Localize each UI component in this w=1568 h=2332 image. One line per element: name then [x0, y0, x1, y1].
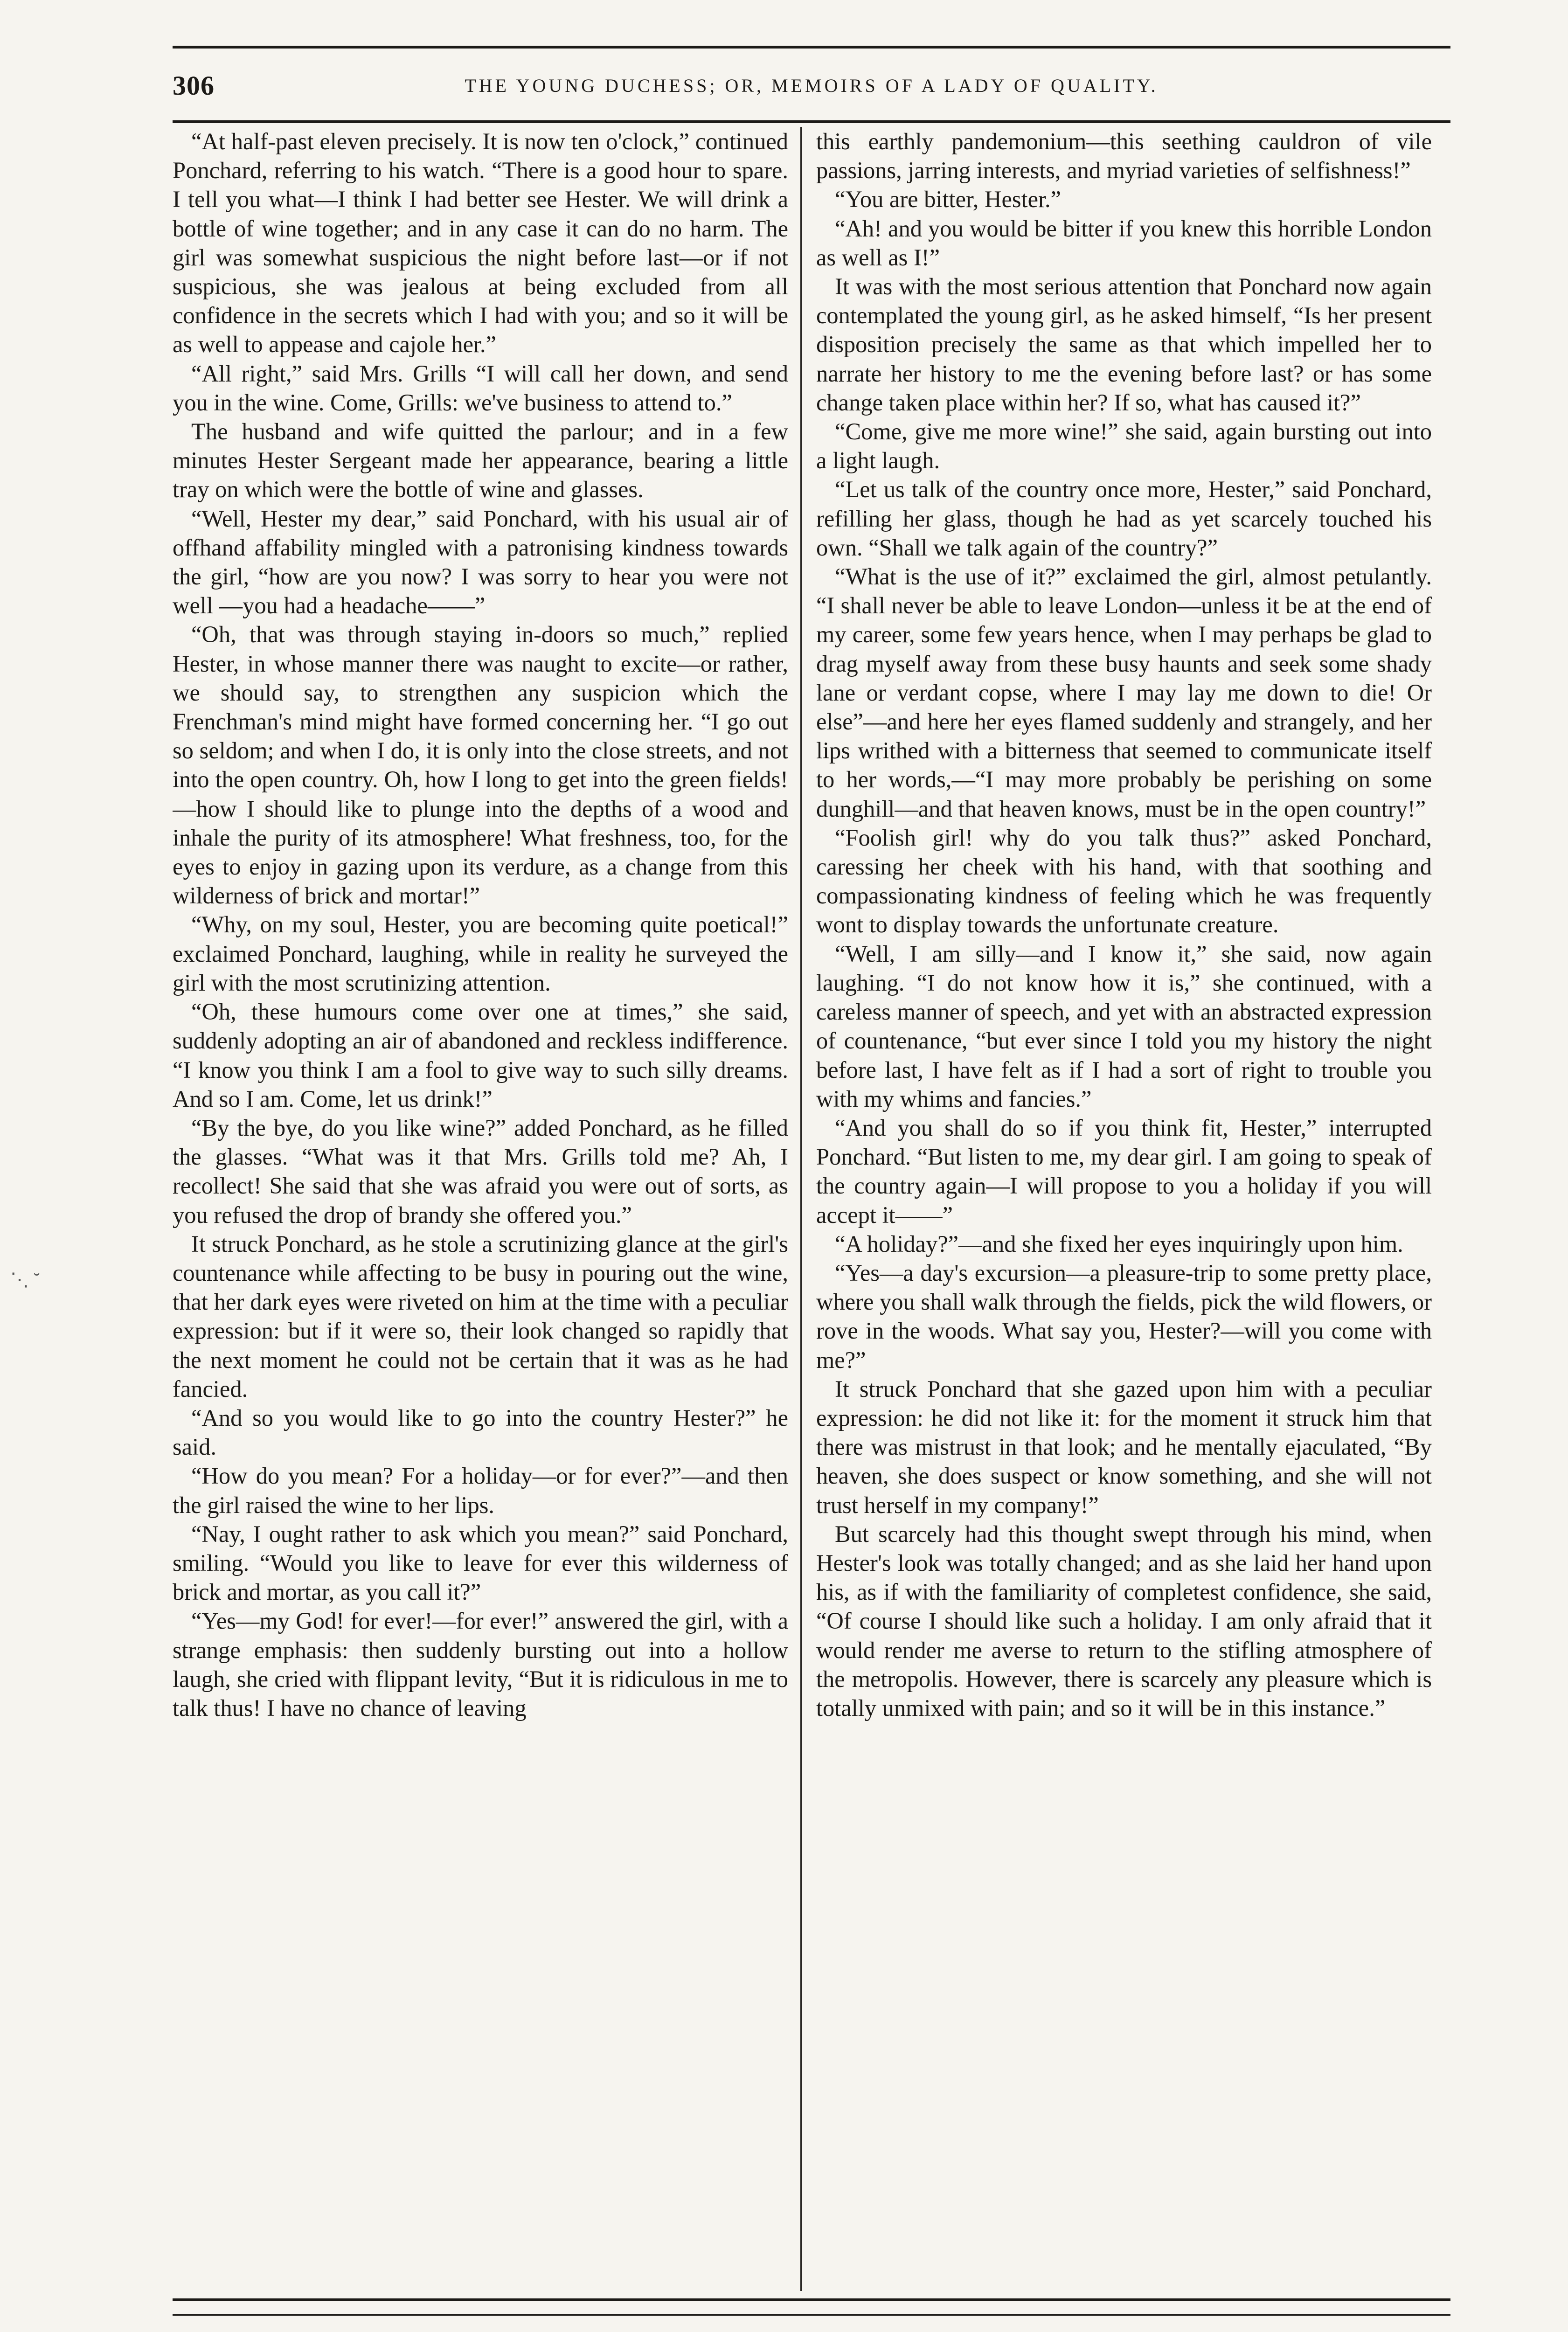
paragraph: The husband and wife quitted the parlour; and in a few minutes Hester Sergeant made her appearance, bearing a little tray on which were the bottle of wine and glasses.	[173, 418, 788, 503]
paragraph: “Let us talk of the country once more, Hester,” said Ponchard, refilling her glass, though he had as yet scarcely touched his own. “Shall we talk again of the country?”	[816, 476, 1432, 561]
paragraph: “Yes—a day's excursion—a pleasure-trip to some pretty place, where you shall walk through the fields, pick the wild flowers, or rove in the woods. What say you, Hester?—will you come with me?”	[816, 1259, 1432, 1373]
paragraph: “All right,” said Mrs. Grills “I will call her down, and send you in the wine. Come, Grills: we've business to attend to.”	[173, 360, 788, 416]
left-column	[173, 127, 788, 2286]
paragraph: “Foolish girl! why do you talk thus?” asked Ponchard, caressing her cheek with his hand, with that soothing and compassionating kindness of feeling which he was frequently wont to display towards the unfortunate creature.	[816, 824, 1432, 938]
paragraph: “And so you would like to go into the country Hester?” he said.	[173, 1404, 788, 1460]
paragraph: “Come, give me more wine!” she said, again bursting out into a light laugh.	[816, 418, 1432, 474]
top-rule	[173, 46, 1450, 49]
paragraph: “Oh, that was through staying in-doors so much,” replied Hester, in whose manner there was naught to excite—or rather, we should say, to strengthen any suspicion which the Frenchman's mind might have formed concerning her. “I go out so seldom; and when I do, it is only into the close streets, and not into the open country. Oh, how I long to get into the green fields!—how I should like to plunge into the depths of a wood and inhale the purity of its atmosphere! What freshness, too, for the eyes to enjoy in gazing upon its verdure, as a change from this wilderness of brick and mortar!”	[173, 621, 788, 909]
paragraph: It struck Ponchard that she gazed upon him with a peculiar expression: he did not like it: for the moment it struck him that there was mistrust in that look; and he mentally ejaculated, “By heaven, she does suspect or know something, and she will not trust herself in my company!”	[816, 1375, 1432, 1518]
page-number: 306	[173, 70, 215, 101]
paragraph: “Yes—my God! for ever!—for ever!” answered the girl, with a strange emphasis: then suddenly bursting out into a hollow laugh, she cried with flippant levity, “But it is ridiculous in me to talk thus! I have no chance of leaving	[173, 1608, 788, 1721]
paragraph: “A holiday?”—and she fixed her eyes inquiringly upon him.	[835, 1230, 1403, 1257]
bottom-rule	[173, 2298, 1450, 2301]
paragraph: “Nay, I ought rather to ask which you mean?” said Ponchard, smiling. “Would you like to leave for ever this wilderness of brick and mortar, as you call it?”	[173, 1520, 788, 1605]
paragraph: “Why, on my soul, Hester, you are becoming quite poetical!” exclaimed Ponchard, laughing, while in reality he surveyed the girl with the most scrutinizing attention.	[173, 911, 788, 996]
paragraph: “And you shall do so if you think fit, Hester,” interrupted Ponchard. “But listen to me, my dear girl. I am going to speak of the country again—I will propose to you a holiday if you will accept it——”	[816, 1114, 1432, 1228]
paragraph: “By the bye, do you like wine?” added Ponchard, as he filled the glasses. “What was it that Mrs. Grills told me? Ah, I recollect! She said that she was afraid you were out of sorts, as you refused the drop of brandy she offered you.”	[173, 1114, 788, 1228]
paragraph: this earthly pandemonium—this seething cauldron of vile passions, jarring interests, and myriad varieties of selfishness!”	[816, 128, 1432, 184]
margin-mark: ⋱ ˘	[10, 1269, 40, 1290]
running-title: THE YOUNG DUCHESS; OR, MEMOIRS OF A LADY OF QUALITY.	[465, 75, 1159, 96]
paragraph: “Ah! and you would be bitter if you knew this horrible London as well as I!”	[816, 215, 1432, 271]
paragraph: “Oh, these humours come over one at times,” she said, suddenly adopting an air of abandoned and reckless indifference. “I know you think I am a fool to give way to such silly dreams. And so I am. Come, let us drink!”	[173, 999, 788, 1112]
paragraph: It was with the most serious attention that Ponchard now again contemplated the young girl, as he asked himself, “Is her present disposition precisely the same as that which impelled her to narrate her history to me the evening before last? or has some change taken place within her? If so, what has caused it?”	[816, 273, 1432, 416]
paragraph: But scarcely had this thought swept through his mind, when Hester's look was totally changed; and as she laid her hand upon his, as if with the familiarity of completest confidence, she said, “Of course I should like such a holiday. I am only afraid that it would render me averse to return to the stifling atmosphere of the metropolis. However, there is scarcely any pleasure which is totally unmixed with pain; and so it will be in this instance.”	[816, 1520, 1432, 1721]
page-header	[173, 70, 1450, 112]
bottom-rule-thin	[173, 2314, 1450, 2316]
paragraph: “You are bitter, Hester.”	[835, 186, 1062, 213]
paragraph: “How do you mean? For a holiday—or for ever?”—and then the girl raised the wine to her lips.	[173, 1463, 788, 1518]
header-rule	[173, 120, 1450, 123]
paragraph: It struck Ponchard, as he stole a scrutinizing glance at the girl's countenance while affecting to be busy in pouring out the wine, that her dark eyes were riveted on him at the time with a peculiar expression: but if it were so, their look changed so rapidly that the next moment he could not be certain that it was as he had fancied.	[173, 1230, 788, 1402]
column-divider	[800, 127, 802, 2291]
right-column	[816, 127, 1432, 2286]
paragraph: “What is the use of it?” exclaimed the girl, almost petulantly. “I shall never be able to leave London—unless it be at the end of my career, some few years hence, when I may perhaps be glad to drag myself away from these busy haunts and seek some shady lane or verdant copse, where I may lay me down to die! Or else”—and here her eyes flamed suddenly and strangely, and her lips writhed with a bitterness that seemed to communicate itself to her words,—“I may more probably be perishing on some dunghill—and that heaven knows, must be in the open country!”	[816, 563, 1432, 822]
paragraph: “Well, Hester my dear,” said Ponchard, with his usual air of offhand affability mingled with a patronising kindness towards the girl, “how are you now? I was sorry to hear you were not well —you had a headache——”	[173, 505, 788, 619]
paragraph: “Well, I am silly—and I know it,” she said, now again laughing. “I do not know how it is,” she continued, with a careless manner of speech, and yet with an abstracted expression of countenance, “but ever since I told you my history the night before last, I have felt as if I had a sort of right to trouble you with my whims and fancies.”	[816, 940, 1432, 1112]
paragraph: “At half-past eleven precisely. It is now ten o'clock,” continued Ponchard, referring to his watch. “There is a good hour to spare. I tell you what—I think I had better see Hester. We will drink a bottle of wine together; and in any case it can do no harm. The girl was somewhat suspicious the night before last—or if not suspicious, she was jealous at being excluded from all confidence in the secrets which I had with you; and so it will be as well to appease and cajole her.”	[173, 128, 788, 358]
